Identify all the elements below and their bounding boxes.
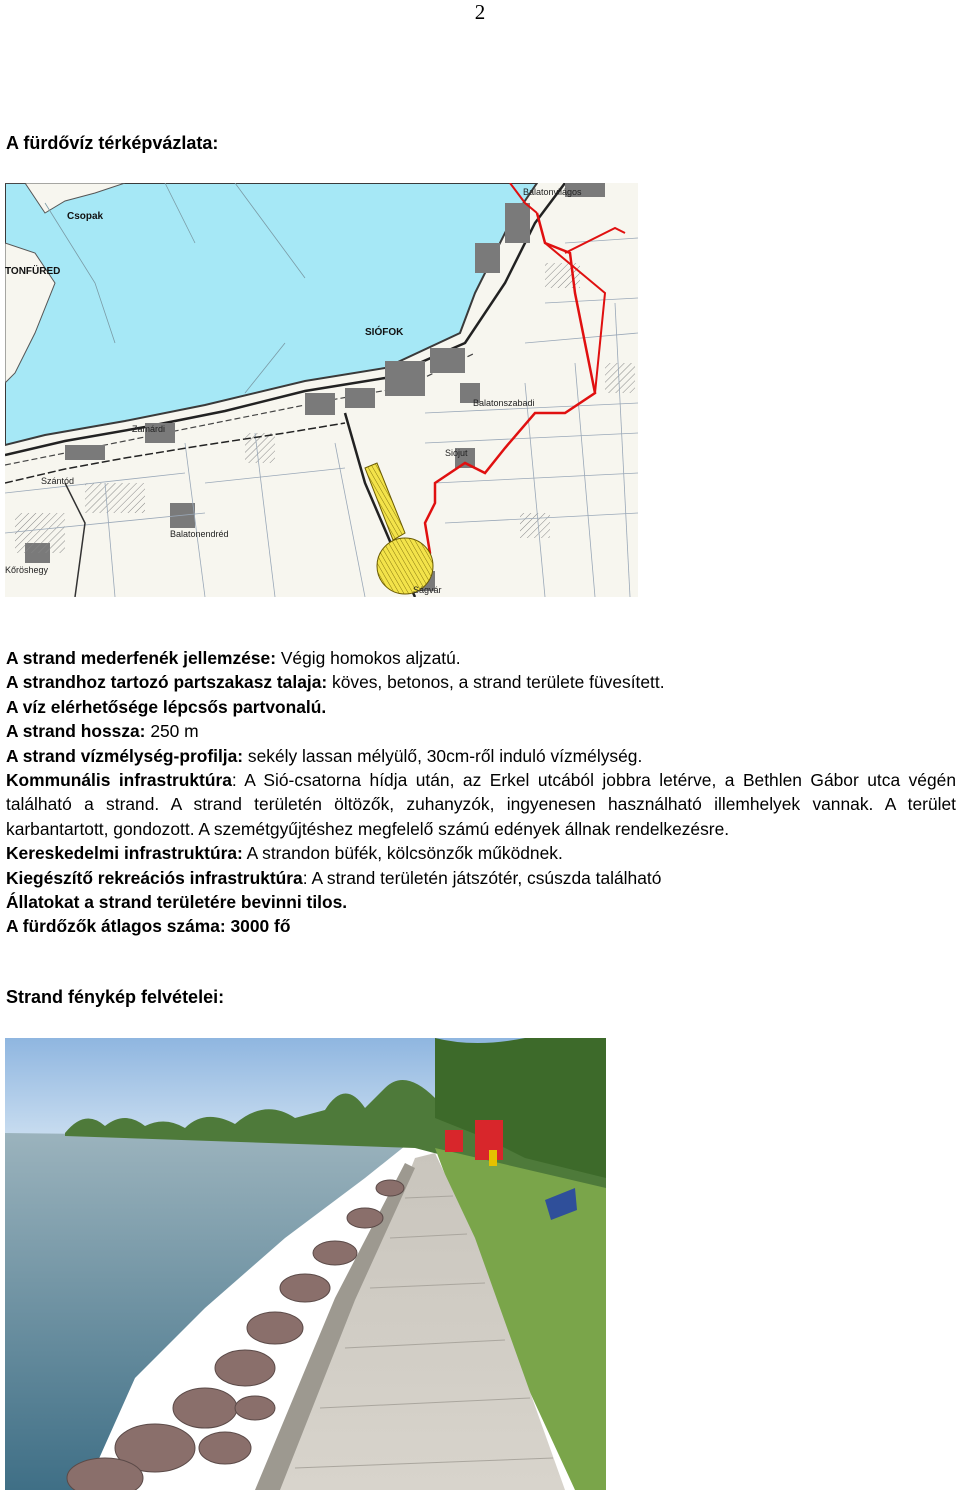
info-shore-soil xyxy=(6,670,956,694)
info-access-label: A víz elérhetősége lépcsős partvonalú. xyxy=(6,696,327,717)
page-number: 2 xyxy=(474,0,486,24)
label-koroshegy: Kőröshegy xyxy=(5,565,49,575)
info-depth-label: A strand vízmélység-profilja: xyxy=(6,745,244,766)
label-balatonvilagos: Balatonvilágos xyxy=(523,187,582,197)
map-drawing xyxy=(5,183,638,597)
info-bottom xyxy=(6,646,956,670)
info-municipal-label: Kommunális infrastruktúra xyxy=(6,770,232,791)
map-heading: A fürdővíz térképvázlata: xyxy=(6,133,219,153)
photo-heading: Strand fénykép felvételei: xyxy=(6,987,225,1007)
info-recreation-value: : A strand területén játszótér, csúszda található xyxy=(302,867,662,888)
label-szantod: Szántód xyxy=(41,476,75,486)
info-length-label: A strand hossza: xyxy=(6,721,146,742)
info-commercial xyxy=(6,841,956,865)
info-commercial-label: Kereskedelmi infrastruktúra: xyxy=(6,843,243,864)
info-shore-soil-value: köves, betonos, a strand területe füvesített. xyxy=(327,672,665,693)
info-municipal-value: : A Sió-csatorna hídja után, az Erkel utcából jobbra letérve, a Bethlen Gábor utca végén található a strand. A strand területén öltözők, zuhanyzók, ingyenesen használható illemhelyek vannak. A terület karbantartott, gondozott. A szemétgyűjtéshez megfelelő számú edények állnak rendelkezésre. xyxy=(6,770,956,839)
label-zamardi: Zamárdi xyxy=(132,424,166,434)
info-shore-soil-label: A strandhoz tartozó partszakasz talaja: xyxy=(6,672,328,693)
label-siojut: Siójut xyxy=(445,448,468,458)
label-sagvar: Ságvár xyxy=(413,585,442,595)
beach-info xyxy=(6,646,956,939)
info-municipal xyxy=(6,768,956,841)
bathing-water-map xyxy=(5,183,638,597)
beach-photo xyxy=(5,1038,606,1490)
info-recreation xyxy=(6,866,956,890)
label-siofok: SIÓFOK xyxy=(365,327,404,338)
photo-drawing xyxy=(5,1038,606,1490)
info-depth xyxy=(6,744,956,768)
label-csopak: Csopak xyxy=(67,211,104,222)
info-depth-value: sekély lassan mélyülő, 30cm-ről induló vízmélység. xyxy=(243,745,643,766)
info-bottom-label: A strand mederfenék jellemzése: xyxy=(6,648,276,668)
info-commercial-value: A strandon büfék, kölcsönzők működnek. xyxy=(242,843,563,864)
label-tonfured: TONFÜRED xyxy=(5,266,61,277)
info-bottom-value: Végig homokos aljzatú. xyxy=(276,648,461,668)
info-access xyxy=(6,695,956,719)
info-animals: Állatokat a strand területére bevinni tilos. xyxy=(6,892,348,913)
info-length xyxy=(6,719,956,743)
label-balatonszabadi: Balatonszabadi xyxy=(473,398,535,408)
info-recreation-label: Kiegészítő rekreációs infrastruktúra xyxy=(6,867,303,888)
info-length-value: 250 m xyxy=(145,721,199,742)
info-bathers: A fürdőzők átlagos száma: 3000 fő xyxy=(6,916,291,937)
label-balatonendred: Balatonendréd xyxy=(170,529,229,539)
